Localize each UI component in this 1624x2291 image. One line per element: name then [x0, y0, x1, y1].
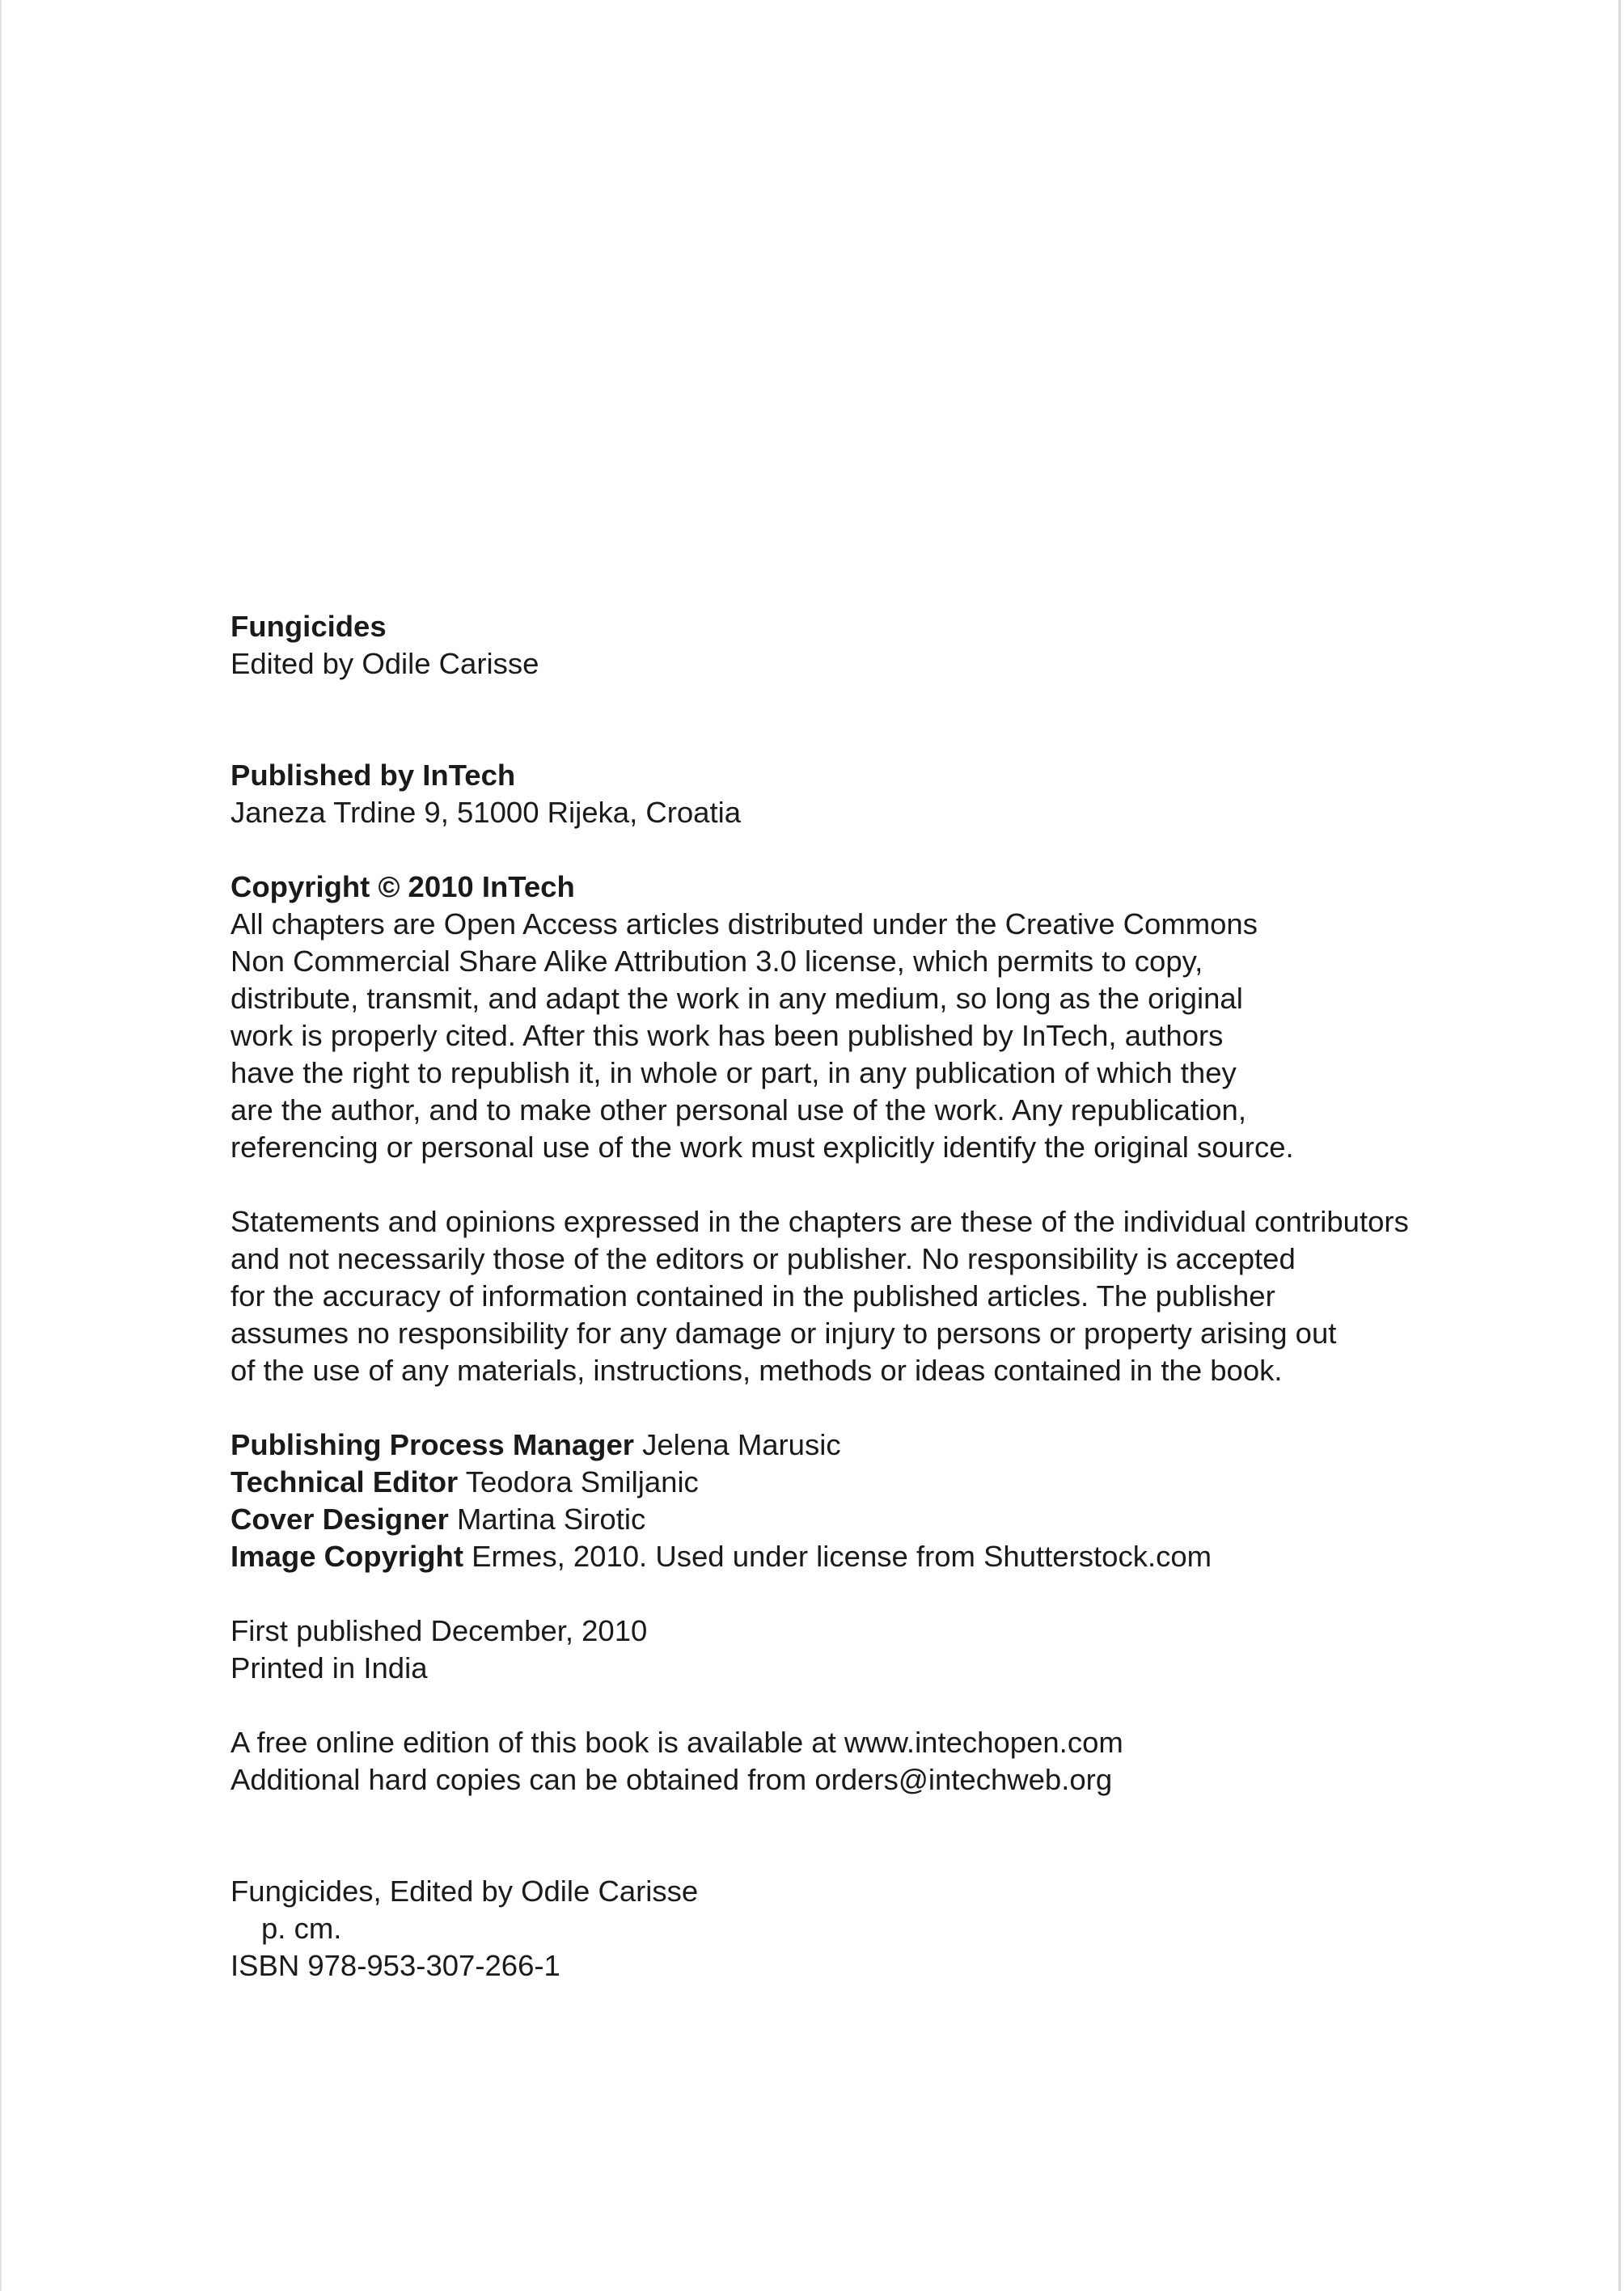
publisher-heading: Published by InTech [230, 759, 516, 792]
license-line: Non Commercial Share Alike Attribution 3.0 license, which permits to copy, [230, 945, 1203, 978]
disclaimer-line: Statements and opinions expressed in the chapters are these of the individual contributors [230, 1205, 1409, 1238]
catalog-title: Fungicides, Edited by Odile Carisse [230, 1875, 699, 1908]
credit-cover-designer [230, 1501, 1492, 1538]
license-line: work is properly cited. After this work has been published by InTech, authors [230, 1019, 1224, 1052]
license-line: distribute, transmit, and adapt the work in any medium, so long as the original [230, 982, 1243, 1015]
license-line: have the right to republish it, in whole or part, in any publication of which they [230, 1056, 1237, 1089]
isbn: ISBN 978-953-307-266-1 [230, 1949, 560, 1982]
license-line: All chapters are Open Access articles distributed under the Creative Commons [230, 907, 1258, 940]
credit-publishing-manager [230, 1427, 1492, 1464]
printed-in: Printed in India [230, 1651, 428, 1684]
credit-name: Ermes, 2010. Used under license from Shutterstock.com [463, 1540, 1212, 1573]
disclaimer-paragraph [230, 1203, 1492, 1389]
license-paragraph [230, 906, 1492, 1166]
catalog-pagination: p. cm. [261, 1912, 342, 1945]
credit-name: Jelena Marusic [633, 1428, 841, 1461]
book-title: Fungicides [230, 610, 387, 643]
disclaimer-line: of the use of any materials, instructions, methods or ideas contained in the book. [230, 1354, 1283, 1387]
disclaimer-line: assumes no responsibility for any damage or injury to persons or property arising out [230, 1317, 1337, 1350]
credit-name: Martina Sirotic [448, 1503, 646, 1536]
online-edition-note: A free online edition of this book is available at www.intechopen.com [230, 1726, 1123, 1759]
disclaimer-line: for the accuracy of information contained in the published articles. The publisher [230, 1279, 1275, 1312]
book-editor: Edited by Odile Carisse [230, 647, 539, 680]
credit-name: Teodora Smiljanic [458, 1465, 699, 1498]
credit-role: Image Copyright [230, 1540, 463, 1573]
credit-role: Cover Designer [230, 1503, 449, 1536]
first-published: First published December, 2010 [230, 1614, 648, 1647]
catalog-record [230, 1873, 1492, 1985]
credits-list [230, 1427, 1492, 1575]
credit-image-copyright [230, 1538, 1492, 1575]
hard-copies-note: Additional hard copies can be obtained from orders@intechweb.org [230, 1763, 1113, 1796]
license-line: referencing or personal use of the work must explicitly identify the original source. [230, 1131, 1294, 1164]
credit-technical-editor [230, 1464, 1492, 1501]
copyright-heading: Copyright © 2010 InTech [230, 870, 575, 903]
credit-role: Publishing Process Manager [230, 1428, 634, 1461]
disclaimer-line: and not necessarily those of the editors or publisher. No responsibility is accepted [230, 1242, 1296, 1275]
license-line: are the author, and to make other personal use of the work. Any republication, [230, 1093, 1246, 1126]
credit-role: Technical Editor [230, 1465, 459, 1498]
publisher-address: Janeza Trdine 9, 51000 Rijeka, Croatia [230, 796, 742, 829]
copyright-page-content [230, 608, 1492, 1985]
